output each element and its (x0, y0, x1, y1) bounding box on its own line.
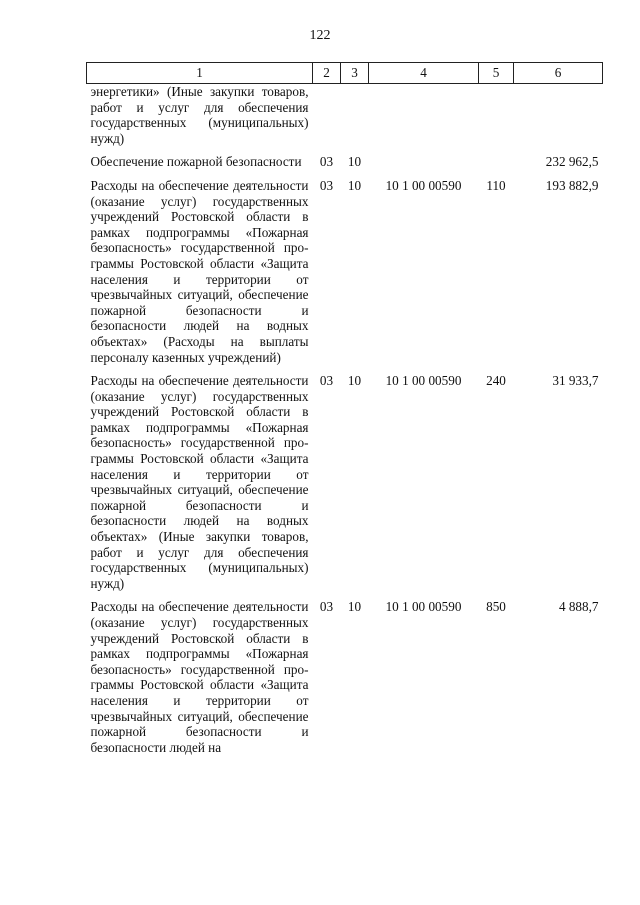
column-header: 1 (87, 63, 313, 84)
column-header: 4 (369, 63, 479, 84)
table-row (87, 84, 603, 147)
table-row (87, 154, 603, 170)
column-header: 3 (341, 63, 369, 84)
row-section (313, 84, 341, 147)
row-gap (87, 591, 603, 599)
row-target-code (369, 84, 479, 147)
row-expense-type: 240 (486, 373, 506, 389)
row-name: Расходы на обеспечение деятельности (оказание услуг) государственных учреждений Ростовской области в рамках подпрограммы «Пожарная безопасность» государственной программы Ростовской области «Защита населения и территории от чрезвычайных ситуаций, обеспечение пожарной безопасности и безопасности людей на (90, 599, 309, 755)
row-gap (87, 146, 603, 154)
row-gap (87, 170, 603, 178)
row-section: 03 (319, 177, 334, 193)
row-section: 03 (319, 599, 334, 615)
row-amount: 4 888,7 (558, 599, 599, 615)
row-name: Расходы на обеспечение деятельности (оказание услуг) государственных учреждений Ростовской области в рамках подпрограммы «Пожарная безопасность» государственной программы Ростовской области «Защита населения и территории от чрезвычайных ситуаций, обеспечение пожарной безопасности и безопасности людей на водных объектах» (Расходы на выплаты персоналу казенных учреждений) (90, 177, 309, 365)
row-section: 03 (319, 373, 334, 389)
column-header: 2 (313, 63, 341, 84)
column-header: 6 (514, 63, 603, 84)
row-gap (87, 365, 603, 373)
header-row (87, 63, 603, 84)
row-amount: 31 933,7 (552, 373, 599, 389)
row-subsection (341, 84, 369, 147)
table-row (87, 178, 603, 365)
row-target-code: 10 1 00 00590 (385, 373, 462, 389)
row-subsection: 10 (347, 177, 362, 193)
row-expense-type: 110 (486, 177, 506, 193)
column-header: 5 (479, 63, 514, 84)
row-expense-type (479, 154, 514, 170)
row-target-code: 10 1 00 00590 (385, 177, 462, 193)
row-name: Обеспечение пожарной безопасности (90, 154, 302, 170)
row-amount: 193 882,9 (545, 177, 599, 193)
page-number: 122 (309, 28, 331, 43)
row-target-code: 10 1 00 00590 (385, 599, 462, 615)
budget-table (86, 62, 603, 755)
row-subsection: 10 (347, 154, 362, 170)
row-section: 03 (319, 154, 334, 170)
table-row (87, 373, 603, 591)
table-row (87, 599, 603, 755)
row-subsection: 10 (347, 373, 362, 389)
row-expense-type: 850 (486, 599, 506, 615)
row-target-code (369, 154, 479, 170)
row-amount: 232 962,5 (545, 154, 599, 170)
row-amount (514, 84, 603, 147)
row-subsection: 10 (347, 599, 362, 615)
row-name: энергетики» (Иные закупки товаров, работ и услуг для обеспечения государственных (муниципальных) нужд) (90, 84, 309, 146)
row-name: Расходы на обеспечение деятельности (оказание услуг) государственных учреждений Ростовской области в рамках подпрограммы «Пожарная безопасность» государственной программы Ростовской области «Защита населения и территории от чрезвычайных ситуаций, обеспечение пожарной безопасности и безопасности людей на водных объектах» (Иные закупки товаров, работ и услуг для обеспечения государственных (муниципальных) нужд) (90, 373, 309, 591)
row-expense-type (479, 84, 514, 147)
